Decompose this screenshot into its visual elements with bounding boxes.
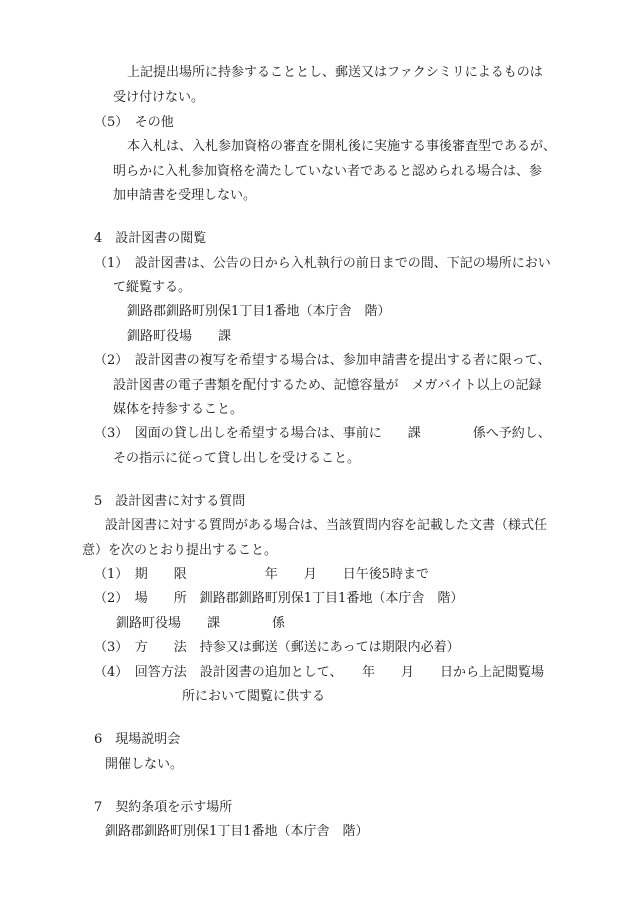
text-line: 受け付けない。 [113, 90, 205, 105]
text-line: その指示に従って貸し出しを受けること。 [113, 451, 361, 466]
text-line: 設計図書の電子書類を配付するため、記憶容量が メガバイト以上の記録 [113, 378, 542, 393]
address-line: 釧路郡釧路町別保1丁目1番地（本庁舎 階） [105, 824, 369, 839]
office-line: 釧路町役場 課 [127, 329, 232, 344]
list-item: （4） 回答方法 設計図書の追加として、 年 月 日から上記閲覧場 [94, 665, 545, 680]
text-line: 設計図書に対する質問がある場合は、当該質問内容を記載した文書（様式任 [105, 518, 548, 533]
list-item: （1） 期 限 年 月 日午後5時まで [94, 567, 430, 582]
section-heading: 5 設計図書に対する質問 [94, 494, 246, 509]
text-line: て縦覧する。 [113, 280, 192, 295]
list-item-heading: （5） その他 [94, 115, 174, 130]
list-item: （2） 設計図書の複写を希望する場合は、参加申請書を提出する者に限って、 [94, 353, 551, 368]
text-line: 開催しない。 [105, 757, 184, 772]
text-line: 上記提出場所に持参することとし、郵送又はファクシミリによるものは [127, 65, 543, 80]
text-line: 所において閲覧に供する [182, 689, 326, 704]
list-item: （2） 場 所 釧路郡釧路町別保1丁目1番地（本庁舎 階） [94, 591, 464, 606]
section-heading: 7 契約条項を示す場所 [94, 800, 233, 815]
section-heading: 6 現場説明会 [94, 732, 181, 747]
text-line: 本入札は、入札参加資格の審査を開札後に実施する事後審査型であるが、 [127, 139, 557, 154]
list-item: （3） 方 法 持参又は郵送（郵送にあっては期限内必着） [94, 640, 460, 655]
text-line: 意）を次のとおり提出すること。 [82, 543, 278, 558]
text-line: 媒体を持参すること。 [113, 402, 244, 417]
section-heading: 4 設計図書の閲覧 [94, 231, 207, 246]
office-line: 釧路町役場 課 係 [116, 616, 286, 631]
text-line: 明らかに入札参加資格を満たしていない者であると認められる場合は、参 [113, 164, 543, 179]
list-item: （3） 図面の貸し出しを希望する場合は、事前に 課 係へ予約し、 [94, 426, 551, 441]
text-line: 加申請書を受理しない。 [113, 188, 257, 203]
address-line: 釧路郡釧路町別保1丁目1番地（本庁舎 階） [127, 304, 391, 319]
list-item: （1） 設計図書は、公告の日から入札執行の前日までの間、下記の場所におい [94, 256, 551, 271]
